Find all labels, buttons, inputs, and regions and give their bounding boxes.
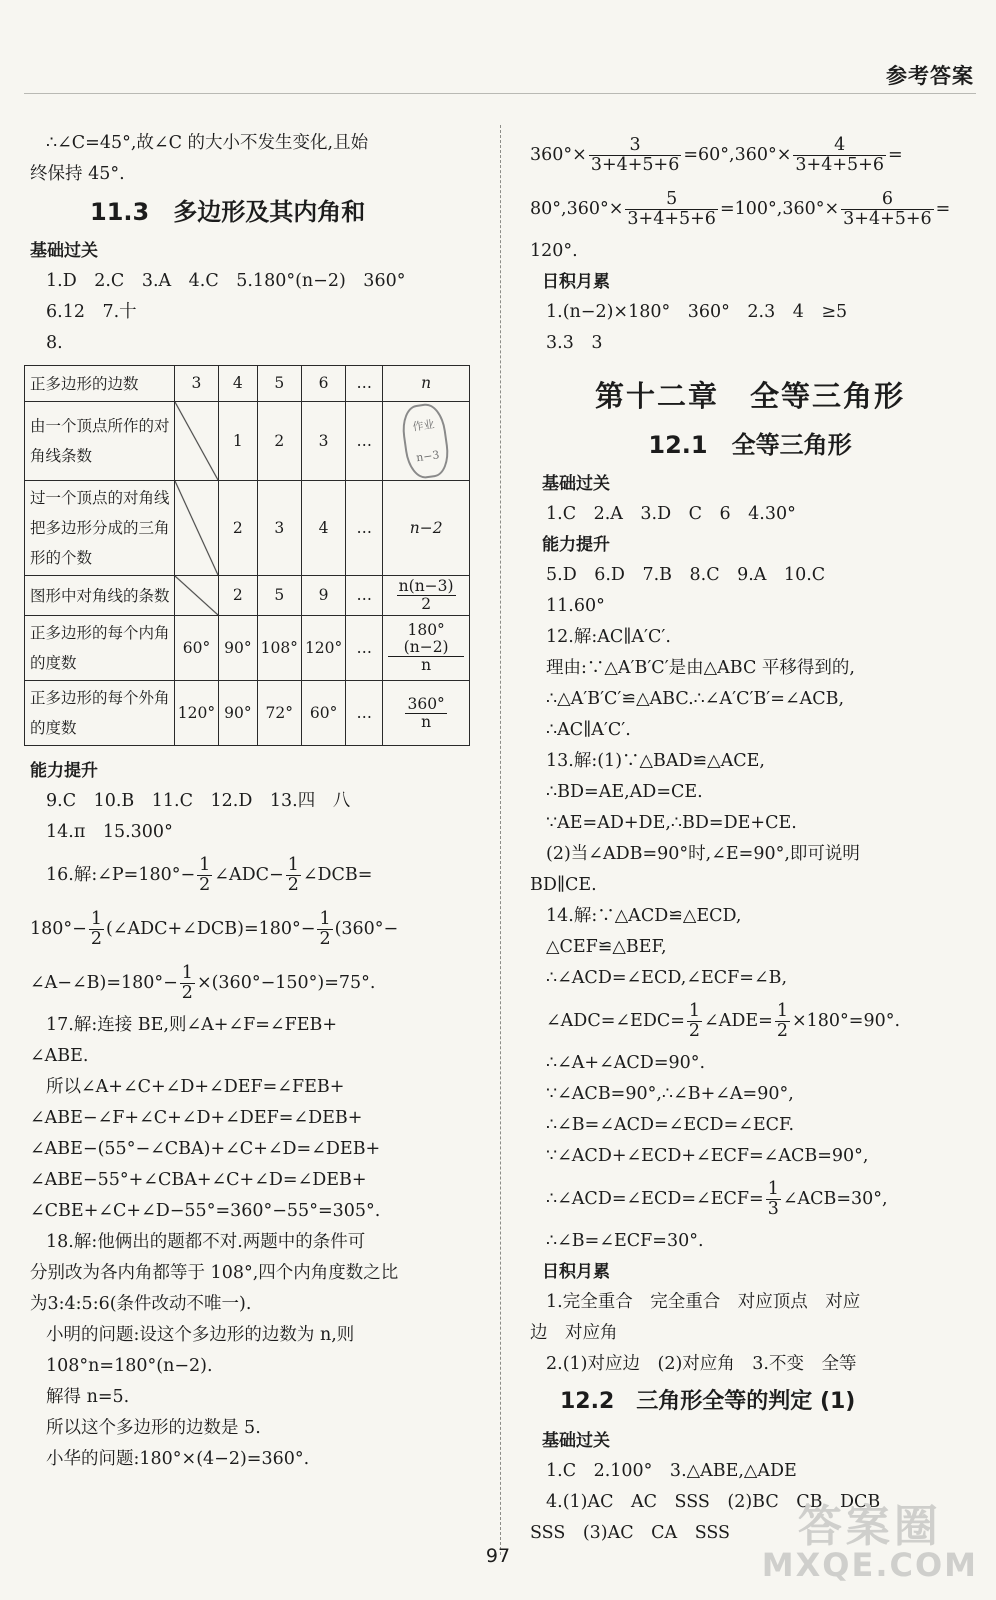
denominator: 3+4+5+6 <box>843 209 932 229</box>
math-text: ∠ADE= <box>704 1011 773 1031</box>
q17-line: ∠CBE+∠C+∠D−55°=360°−55°=305°. <box>30 1201 381 1222</box>
page-header-title: 参考答案 <box>886 64 974 88</box>
table-cell <box>383 402 470 481</box>
ability-line: ∴∠ACD=∠ECD,∠ECF=∠B, <box>546 968 788 988</box>
numerator: 180°(n−2) <box>388 622 464 657</box>
math-text: ∴∠ACD=∠ECD=∠ECF= <box>546 1189 764 1209</box>
ability-line: 14.解:∵△ACD≌△ECD, <box>546 906 742 926</box>
q17-line: ∠ABE. <box>30 1046 89 1067</box>
ability-label: 能力提升 <box>30 761 98 782</box>
table-cell-empty <box>174 576 218 616</box>
q18-line: 108°n=180°(n−2). <box>46 1356 213 1377</box>
q18-line: 分别改为各内角都等于 108°,四个内角度数之比 <box>30 1263 399 1284</box>
q14-line: ∴∠B=∠ACD=∠ECD=∠ECF. <box>546 1115 795 1135</box>
ability-line: 13.解:(1)∵△BAD≌△ACE, <box>546 751 765 771</box>
table-cell: 108° <box>257 616 301 681</box>
stamp-image <box>400 401 453 480</box>
ability-line: △CEF≌△BEF, <box>546 937 667 957</box>
basic-line: 1.C 2.100° 3.△ABE,△ADE <box>546 1461 797 1481</box>
q17-line: ∠ABE−(55°−∠CBA)+∠C+∠D=∠DEB+ <box>30 1139 381 1160</box>
intro-line-2: 终保持 45°. <box>30 164 125 184</box>
table-row-label: 图形中对角线的条数 <box>25 576 175 616</box>
intro-line-1: ∴∠C=45°,故∠C 的大小不发生变化,且始 <box>46 133 369 153</box>
math-text: ∠ADC=∠EDC= <box>546 1011 685 1031</box>
table-row-label: 正多边形的每个外角的度数 <box>25 681 175 746</box>
denominator: 2 <box>319 929 331 950</box>
table-cell <box>383 616 470 681</box>
table-cell: 72° <box>257 681 301 746</box>
numerator: 1 <box>688 1000 701 1021</box>
daily-line-1: 1.(n−2)×180° 360° 2.3 4 ≥5 <box>546 302 848 322</box>
stamp-text: 作业 <box>412 417 436 434</box>
numerator: 1 <box>199 854 211 875</box>
calc-line-1 <box>530 128 970 182</box>
table-cell: 3 <box>257 481 301 576</box>
daily-line: 1.完全重合 完全重合 对应顶点 对应 <box>546 1292 861 1312</box>
math-text: = <box>887 145 903 165</box>
fraction <box>89 910 104 950</box>
numerator: 360° <box>407 694 445 713</box>
fraction <box>405 696 446 731</box>
table-cell: 2 <box>219 576 257 616</box>
denominator: 3+4+5+6 <box>795 155 884 175</box>
right-column <box>530 128 970 1549</box>
calc-line-2 <box>530 182 970 236</box>
table-cell: 90° <box>219 681 257 746</box>
column-divider <box>500 125 501 1555</box>
basic-line-3: 8. <box>46 333 63 353</box>
math-text: =60°,360°× <box>683 145 792 165</box>
fraction <box>397 578 456 613</box>
basic-line-1: 1.D 2.C 3.A 4.C 5.180°(n−2) 360° <box>46 271 406 291</box>
math-text: (360°− <box>334 919 399 940</box>
math-text: ∠A−∠B)=180°− <box>30 973 178 994</box>
ability-line: (2)当∠ADB=90°时,∠E=90°,即可说明 <box>546 844 860 864</box>
table-cell: … <box>346 576 383 616</box>
header-rule <box>24 93 976 94</box>
polygon-table <box>24 365 470 746</box>
basic-label: 基础过关 <box>542 474 610 494</box>
watermark-text: 答案圈 <box>797 1501 942 1552</box>
ability-line: 12.解:AC∥A′C′. <box>546 627 671 647</box>
table-cell: 5 <box>257 576 301 616</box>
q18-line: 解得 n=5. <box>46 1387 130 1408</box>
table-cell: 6 <box>301 366 345 402</box>
table-cell: 9 <box>301 576 345 616</box>
fraction <box>388 622 464 674</box>
table-cell: n−2 <box>383 481 470 576</box>
q16-line-2 <box>30 902 470 956</box>
fraction <box>775 1002 790 1042</box>
fraction <box>589 136 682 176</box>
ability-line-1: 9.C 10.B 11.C 12.D 13.四 八 <box>46 791 351 812</box>
q14-line: ∵∠ACB=90°,∴∠B+∠A=90°, <box>546 1084 794 1104</box>
daily-label: 日积月累 <box>542 1262 610 1282</box>
q18-line: 小明的问题:设这个多边形的边数为 n,则 <box>46 1325 355 1346</box>
math-text: ∠ADC− <box>214 865 284 886</box>
numerator: 1 <box>181 962 193 983</box>
fraction <box>625 190 718 230</box>
ability-line: 理由:∵△A′B′C′是由△ABC 平移得到的, <box>546 658 855 678</box>
fraction <box>793 136 886 176</box>
fraction <box>286 856 301 896</box>
daily-line: 边 对应角 <box>530 1323 618 1343</box>
ability-line: 11.60° <box>546 596 605 616</box>
q14-line: ∴∠B=∠ECF=30°. <box>546 1231 704 1251</box>
basic-label: 基础过关 <box>542 1431 610 1451</box>
table-cell: … <box>346 402 383 481</box>
denominator: 3+4+5+6 <box>590 155 680 175</box>
math-text: ×(360°−150°)=75°. <box>196 973 376 994</box>
numerator: 1 <box>287 854 299 875</box>
table-cell: 1 <box>219 402 257 481</box>
fraction <box>841 190 934 230</box>
basic-line: SSS (3)AC CA SSS <box>530 1523 731 1543</box>
numerator: 1 <box>319 908 331 929</box>
numerator: 6 <box>841 190 934 210</box>
numerator: 1 <box>90 908 102 929</box>
ability-line: ∴BD=AE,AD=CE. <box>546 782 703 802</box>
daily-label: 日积月累 <box>542 272 610 292</box>
table-cell: … <box>346 681 383 746</box>
fraction <box>687 1002 702 1042</box>
q14-eq-2 <box>530 1172 970 1226</box>
q16-line-1 <box>30 848 470 902</box>
numerator: n(n−3) <box>398 577 454 595</box>
numerator: 4 <box>793 136 886 156</box>
table-cell: n <box>383 366 470 402</box>
table-cell: 120° <box>301 616 345 681</box>
ability-line: ∵AE=AD+DE,∴BD=DE+CE. <box>546 813 797 833</box>
fraction <box>180 964 195 1004</box>
table-cell: 4 <box>301 481 345 576</box>
table-cell: 3 <box>301 402 345 481</box>
math-text: =100°,360°× <box>719 199 840 219</box>
q17-line: 所以∠A+∠C+∠D+∠DEF=∠FEB+ <box>46 1077 345 1098</box>
denominator: 3 <box>767 1199 779 1219</box>
table-row <box>25 616 470 681</box>
left-column <box>30 128 470 1475</box>
table-cell: 5 <box>257 366 301 402</box>
math-text: 360°× <box>530 145 587 165</box>
ability-line: ∴AC∥A′C′. <box>546 720 631 740</box>
q18-line: 所以这个多边形的边数是 5. <box>46 1418 261 1439</box>
basic-line: 4.(1)AC AC SSS (2)BC CB DCB <box>546 1492 881 1512</box>
calc-line-3: 120°. <box>530 241 578 261</box>
table-cell: 60° <box>301 681 345 746</box>
numerator: 5 <box>625 190 718 210</box>
table-cell-empty <box>174 402 218 481</box>
table-row <box>25 576 470 616</box>
daily-line: 2.(1)对应边 (2)对应角 3.不变 全等 <box>546 1354 857 1374</box>
page-number: 97 <box>485 1545 511 1567</box>
table-cell <box>383 576 470 616</box>
denominator: n <box>421 656 432 675</box>
numerator: 1 <box>776 1000 788 1021</box>
table-row-label: 过一个顶点的对角线把多边形分成的三角形的个数 <box>25 481 175 576</box>
math-text: (∠ADC+∠DCB)=180°− <box>105 919 316 940</box>
table-row-label: 由一个顶点所作的对角线条数 <box>25 402 175 481</box>
fraction <box>197 856 212 896</box>
table-row <box>25 366 470 402</box>
chapter-title: 第十二章 全等三角形 <box>594 379 905 413</box>
q18-line: 18.解:他俩出的题都不对.两题中的条件可 <box>46 1232 366 1253</box>
math-text: 80°,360°× <box>530 199 624 219</box>
q14-line: ∴∠A+∠ACD=90°. <box>546 1053 706 1073</box>
table-row-label: 正多边形的每个内角的度数 <box>25 616 175 681</box>
section-title-11-3: 11.3 多边形及其内角和 <box>90 198 366 226</box>
table-cell: 60° <box>174 616 218 681</box>
table-row <box>25 402 470 481</box>
table-cell: 90° <box>219 616 257 681</box>
table-cell: … <box>346 366 383 402</box>
table-cell: 3 <box>174 366 218 402</box>
math-text: ∠ACB=30°, <box>782 1189 888 1209</box>
watermark-logo <box>761 1501 978 1584</box>
ability-line: ∴△A′B′C′≌△ABC.∴∠A′C′B′=∠ACB, <box>546 689 845 709</box>
basic-line: 1.C 2.A 3.D C 6 4.30° <box>546 504 796 524</box>
table-cell: 2 <box>219 481 257 576</box>
numerator: 3 <box>589 136 682 156</box>
daily-line-2: 3.3 3 <box>546 333 603 353</box>
denominator: 2 <box>421 595 432 614</box>
section-title-12-1: 12.1 全等三角形 <box>648 431 852 459</box>
math-text: ∠DCB= <box>302 865 373 886</box>
stamp-value: n−3 <box>415 448 441 465</box>
q18-line: 为3:4:5:6(条件改动不唯一). <box>30 1294 252 1315</box>
section-title-12-2: 12.2 三角形全等的判定 (1) <box>560 1389 856 1414</box>
q14-line: ∵∠ACD+∠ECD+∠ECF=∠ACB=90°, <box>546 1146 869 1166</box>
math-text: ×180°=90°. <box>791 1011 901 1031</box>
watermark-url: MXQE.COM <box>761 1546 978 1584</box>
fraction <box>317 910 332 950</box>
table-row <box>25 481 470 576</box>
denominator: 3+4+5+6 <box>627 209 716 229</box>
q18-line: 小华的问题:180°×(4−2)=360°. <box>46 1449 310 1470</box>
numerator: 1 <box>767 1178 779 1199</box>
table-cell: 4 <box>219 366 257 402</box>
fraction <box>766 1180 781 1220</box>
math-text: 180°− <box>30 919 87 940</box>
q17-line: ∠ABE−∠F+∠C+∠D+∠DEF=∠DEB+ <box>30 1108 363 1129</box>
ability-line: BD∥CE. <box>530 875 597 895</box>
ability-label: 能力提升 <box>542 535 610 555</box>
math-text: = <box>935 199 951 219</box>
table-cell-empty <box>174 481 218 576</box>
q14-eq-1 <box>530 994 970 1048</box>
denominator: 2 <box>287 875 299 896</box>
denominator: 2 <box>776 1021 788 1041</box>
table-cell: 120° <box>174 681 218 746</box>
basic-line-2: 6.12 7.十 <box>46 302 137 322</box>
ability-line: 5.D 6.D 7.B 8.C 9.A 10.C <box>546 565 826 585</box>
denominator: 2 <box>199 875 211 896</box>
q17-line: ∠ABE−55°+∠CBA+∠C+∠D=∠DEB+ <box>30 1170 367 1191</box>
denominator: 2 <box>688 1021 701 1041</box>
denominator: 2 <box>90 929 102 950</box>
q17-line: 17.解:连接 BE,则∠A+∠F=∠FEB+ <box>46 1015 338 1036</box>
denominator: 2 <box>181 983 193 1004</box>
table-cell: … <box>346 481 383 576</box>
math-text: 16.解:∠P=180°− <box>46 865 196 886</box>
ability-line-2: 14.π 15.300° <box>46 822 173 843</box>
table-cell: … <box>346 616 383 681</box>
table-header-label: 正多边形的边数 <box>25 366 175 402</box>
basic-label: 基础过关 <box>30 241 98 261</box>
table-cell <box>383 681 470 746</box>
denominator: n <box>421 712 432 731</box>
table-row <box>25 681 470 746</box>
q16-line-3 <box>30 956 470 1010</box>
table-cell: 2 <box>257 402 301 481</box>
